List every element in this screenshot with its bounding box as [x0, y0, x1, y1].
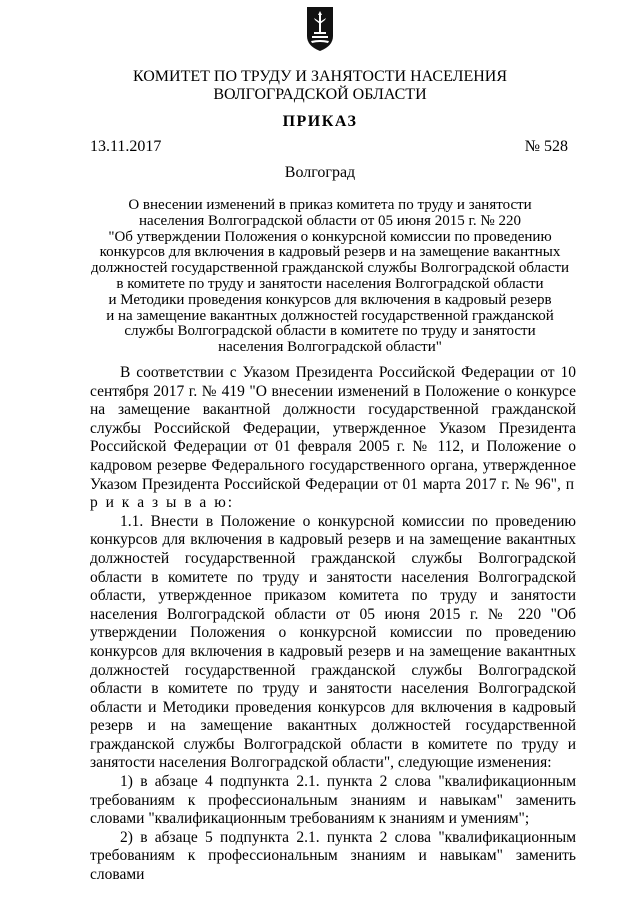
document-subject — [80, 198, 580, 356]
subject-line: конкурсов для включения в кадровый резерв и на замещение вакантных — [99, 244, 561, 261]
organization-name-line2: ВОЛГОГРАДСКОЙ ОБЛАСТИ — [213, 86, 427, 103]
subject-line: и на замещение вакантных должностей государственной гражданской — [106, 307, 554, 324]
subject-line: "Об утверждении Положения о конкурсной комиссии по проведению — [108, 228, 552, 245]
document-city: Волгоград — [284, 164, 356, 181]
body-paragraph-subitem-2: 2) в абзаце 5 подпункта 2.1. пункта 2 слова "квалификационным требованиям к профессиональным знаниям и навыкам" заменить словами — [90, 828, 576, 884]
subject-line: должностей государственной гражданской службы Волгоградской области — [90, 260, 570, 277]
organization-name-line1: КОМИТЕТ ПО ТРУДУ И ЗАНЯТОСТИ НАСЕЛЕНИЯ — [132, 68, 508, 85]
document-number: № 528 — [524, 138, 568, 155]
body-paragraph-subitem-1: 1) в абзаце 4 подпункта 2.1. пункта 2 слова "квалификационным требованиям к профессиональным знаниям и навыкам" заменить словами "квалификационным требованиям к знаниям и умениям"; — [90, 773, 576, 828]
document-type-title: ПРИКАЗ — [282, 113, 358, 130]
subject-line: и Методики проведения конкурсов для включения в кадровый резерв — [108, 291, 552, 308]
document-date: 13.11.2017 — [90, 138, 162, 155]
body-paragraph-preamble — [90, 364, 576, 513]
volgograd-emblem-icon — [306, 6, 334, 52]
document-body — [90, 364, 576, 885]
subject-line: службы Волгоградской области в комитете по труду и занятости — [124, 323, 536, 340]
preamble-text: В соответствии с Указом Президента Российской Федерации от 10 сентября 2017 г. № 419 "О внесении изменений в Положение о конкурсе на замещение вакантной должности государственной гражданской службы Российской Федерации, утвержденное Указом Президента Российской Федерации от 01 февраля 2005 г. № 112, и Положение о кадровом резерве Федерального государственного органа, утвержденное Указом Президента Российской Федерации от 01 марта 2017 г. № 96", — [90, 364, 576, 493]
subject-line: населения Волгоградской области" — [218, 339, 442, 356]
order-keyword: п р и к а з ы в а ю: — [90, 475, 576, 512]
body-paragraph-item-1-1: 1.1. Внести в Положение о конкурсной комиссии по проведению конкурсов для включения в кадровый резерв и на замещение вакантных должностей государственной гражданской службы Волгоградской области в комитете по труду и занятости населения Волгоградской области, утвержденное приказом комитета по труду и занятости населения Волгоградской области от 05 июня 2015 г. № 220 "Об утверждении Положения о конкурсной комиссии по проведению конкурсов для включения в кадровый резерв и на замещение вакантных должностей государственной гражданской службы Волгоградской области в комитете по труду и занятости населения Волгоградской области и Методики проведения конкурсов для включения в кадровый резерв и на замещение вакантных должностей государственной гражданской службы Волгоградской области в комитете по труду и занятости населения Волгоградской области", следующие изменения: — [90, 512, 576, 772]
subject-line: О внесении изменений в приказ комитета по труду и занятости — [128, 197, 532, 213]
subject-line: в комитете по труду и занятости населения Волгоградской области — [116, 275, 544, 292]
subject-line: населения Волгоградской области от 05 июня 2015 г. № 220 — [139, 212, 521, 229]
